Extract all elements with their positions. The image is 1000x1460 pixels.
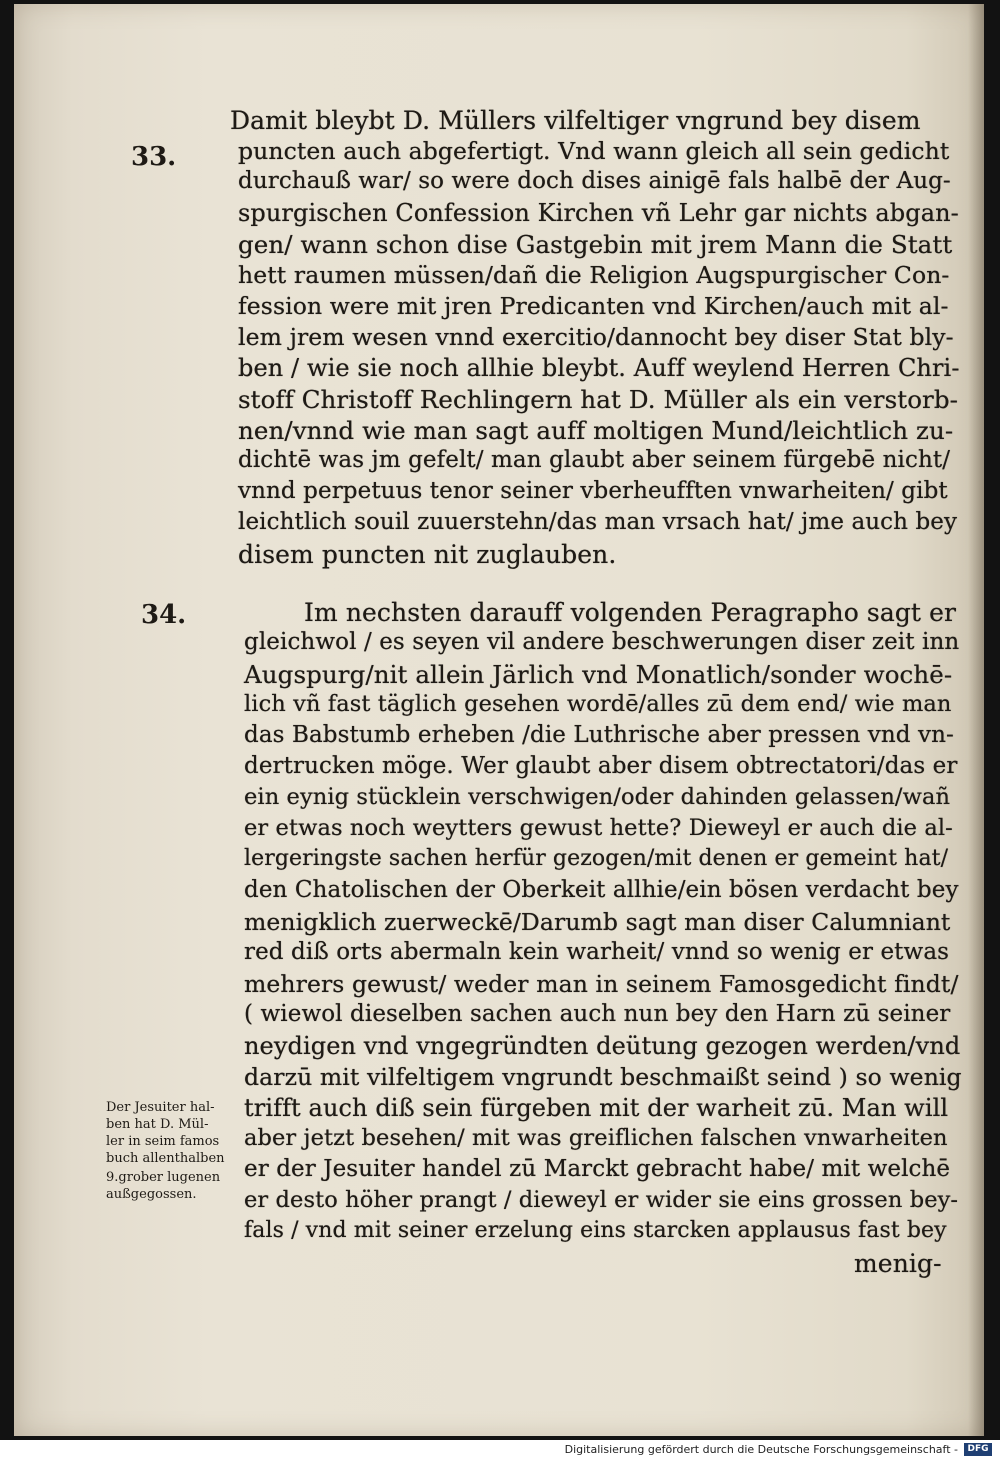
text-line: er desto höher prangt / dieweyl er wider sie eins grossen bey-	[244, 1187, 959, 1213]
text-line: durchauß war/ so were doch dises ainigē fals halbē der Aug-	[238, 168, 951, 194]
text-line: Damit bleybt D. Müllers vilfeltiger vngrund bey disem	[230, 106, 921, 135]
text-line: gleichwol / es seyen vil andere beschwerungen diser zeit inn	[244, 629, 960, 655]
text-line: leichtlich souil zuuerstehn/das man vrsach hat/ jme auch bey	[238, 509, 958, 535]
text-line: Augspurg/nit allein Järlich vnd Monatlich/sonder wochē-	[244, 660, 953, 689]
text-line: nen/vnnd wie man sagt auff moltigen Mund/leichtlich zu-	[238, 416, 954, 445]
marginal-number-34: 34.	[141, 600, 187, 630]
text-line: vnnd perpetuus tenor seiner vberheufften vnwarheiten/ gibt	[238, 478, 948, 504]
text-line: puncten auch abgefertigt. Vnd wann gleich all sein gedicht	[238, 137, 950, 165]
marginal-note-line: ler in seim famos	[106, 1134, 220, 1149]
text-line: stoff Christoff Rechlingern hat D. Müller als ein verstorb-	[238, 385, 959, 414]
marginal-note-line: Der Jesuiter hal-	[106, 1100, 215, 1115]
text-line: ( wiewol dieselben sachen auch nun bey den Harn zū seiner	[244, 1001, 951, 1027]
funding-credit: Digitalisierung gefördert durch die Deutsche Forschungsgemeinschaft -	[564, 1443, 958, 1456]
marginal-number-33: 33.	[131, 142, 177, 172]
text-line: er etwas noch weytters gewust hette? Dieweyl er auch die al-	[244, 815, 953, 841]
marginal-note-line: 9.grober lugenen	[106, 1170, 221, 1185]
text-line: fals / vnd mit seiner erzelung eins starcken applausus fast bey	[244, 1218, 947, 1243]
text-line: dertrucken möge. Wer glaubt aber disem obtrectatori/das er	[244, 753, 958, 779]
page-edge-shadow	[968, 4, 984, 1436]
text-line: spurgischen Confession Kirchen vñ Lehr gar nichts abgan-	[238, 199, 959, 227]
book-page	[14, 4, 984, 1436]
text-line: hett raumen müssen/dañ die Religion Augspurgischer Con-	[238, 261, 950, 289]
text-line: ein eynig stücklein verschwigen/oder dahinden gelassen/wañ	[244, 784, 951, 810]
text-line: disem puncten nit zuglauben.	[238, 540, 617, 569]
marginal-note-line: buch allenthalben	[106, 1151, 225, 1166]
text-line: Im nechsten darauff volgenden Peragrapho sagt er	[304, 598, 957, 627]
text-line: mehrers gewust/ weder man in seinem Famosgedicht findt/	[244, 970, 959, 998]
text-line: darzū mit vilfeltigem vngrundt beschmaißt seind ) so wenig	[244, 1063, 962, 1091]
marginal-note-line: ben hat D. Mül-	[106, 1117, 209, 1132]
text-line: neydigen vnd vngegründten deütung gezogen werden/vnd	[244, 1032, 961, 1060]
text-line: den Chatolischen der Oberkeit allhie/ein bösen verdacht bey	[244, 877, 959, 903]
marginal-note-line: außgegossen.	[106, 1187, 197, 1202]
text-line: er der Jesuiter handel zū Marckt gebracht habe/ mit welchē	[244, 1156, 951, 1182]
text-line: menigklich zuerweckē/Darumb sagt man diser Calumniant	[244, 908, 951, 936]
catchword: menig-	[854, 1249, 942, 1278]
text-line: gen/ wann schon dise Gastgebin mit jrem Mann die Statt	[238, 230, 953, 259]
text-line: trifft auch diß sein fürgeben mit der warheit zū. Man will	[244, 1094, 949, 1122]
footer-bar	[0, 1440, 1000, 1460]
text-line: dichtē was jm gefelt/ man glaubt aber seinem fürgebē nicht/	[238, 447, 951, 473]
text-line: ben / wie sie noch allhie bleybt. Auff weylend Herren Chri-	[238, 354, 960, 382]
text-line: lergeringste sachen herfür gezogen/mit denen er gemeint hat/	[244, 846, 949, 871]
text-line: red diß orts abermaln kein warheit/ vnnd so wenig er etwas	[244, 939, 950, 965]
text-line: das Babstumb erheben /die Luthrische aber pressen vnd vn-	[244, 722, 954, 748]
dfg-logo: DFG	[964, 1443, 992, 1456]
text-line: lich vñ fast täglich gesehen wordē/alles zū dem end/ wie man	[244, 691, 952, 717]
text-line: aber jetzt besehen/ mit was greiflichen falschen vnwarheiten	[244, 1125, 948, 1151]
text-line: fession were mit jren Predicanten vnd Kirchen/auch mit al-	[238, 292, 949, 320]
text-line: lem jrem wesen vnnd exercitio/dannocht bey diser Stat bly-	[238, 323, 954, 351]
